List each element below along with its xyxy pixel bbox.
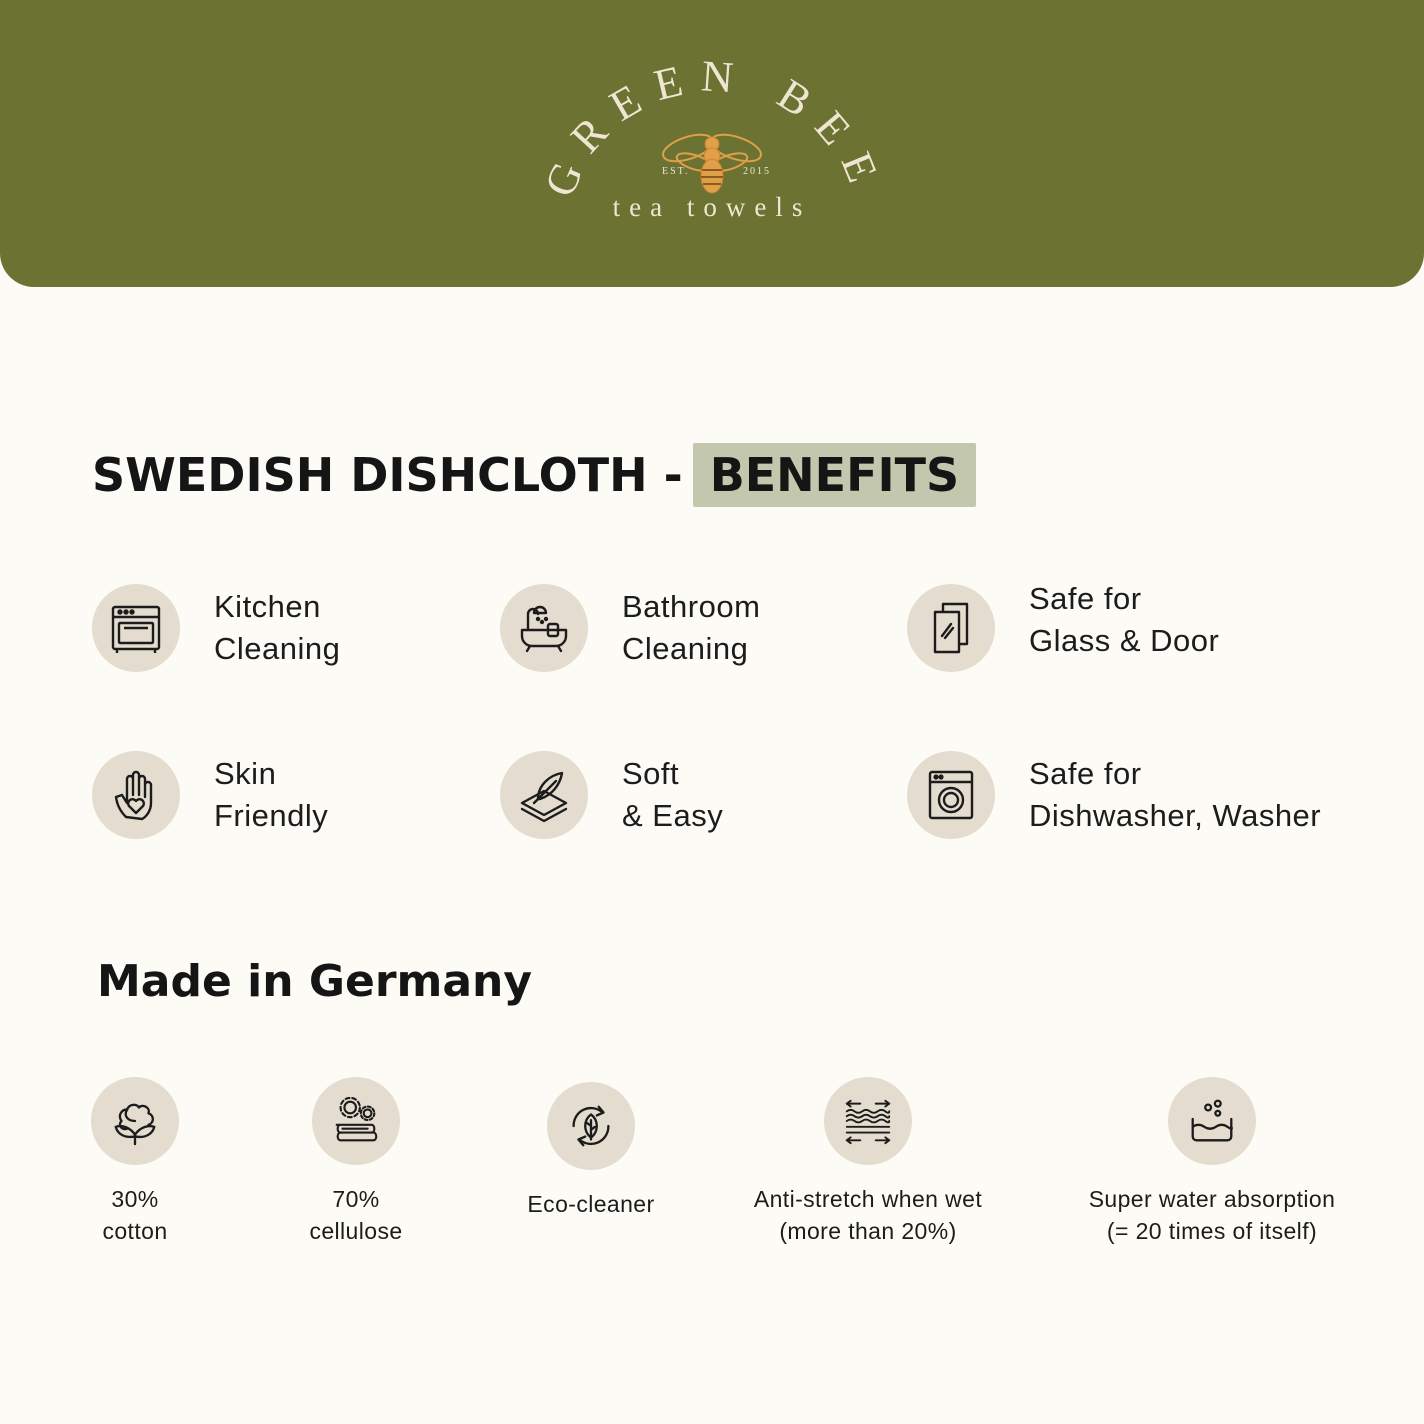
bee-icon [660, 130, 764, 193]
glass-door-icon [907, 584, 995, 672]
feature-anti-stretch [718, 1077, 1018, 1247]
benefit-dishwasher-washer [907, 751, 1321, 839]
brand-name-path: GREEN BE [540, 51, 871, 204]
bathtub-icon [500, 584, 588, 672]
brand-tagline: tea towels [612, 192, 812, 222]
feature-label: Eco-cleaner [527, 1191, 655, 1217]
feature-label: 70% cellulose [309, 1186, 403, 1244]
feature-eco-cleaner [441, 1082, 741, 1220]
benefit-soft-easy [500, 751, 723, 839]
cellulose-gears-icon [312, 1077, 400, 1165]
benefit-glass-door [907, 581, 1220, 672]
hand-heart-icon [92, 751, 180, 839]
cotton-flower-icon [91, 1077, 179, 1165]
benefit-kitchen-cleaning [92, 584, 340, 672]
made-in-heading: Made in Germany [97, 956, 533, 1007]
feather-cloth-icon [500, 751, 588, 839]
oven-icon [92, 584, 180, 672]
benefit-label: Safe for Dishwasher, Washer [1029, 756, 1322, 833]
brand-est-right: 2015 [743, 166, 771, 177]
benefit-label: Soft & Easy [622, 756, 724, 833]
water-bowl-icon [1168, 1077, 1256, 1165]
benefit-skin-friendly [92, 751, 328, 839]
benefit-label: Safe for Glass & Door [1029, 581, 1220, 658]
page-title-text: SWEDISH DISHCLOTH - [92, 448, 683, 502]
benefit-label: Skin Friendly [214, 756, 329, 833]
brand-logo [540, 50, 885, 250]
feature-label: Anti-stretch when wet (more than 20%) [753, 1186, 983, 1244]
benefit-label: Bathroom Cleaning [622, 589, 761, 666]
feature-label: Super water absorption (= 20 times of itself) [1088, 1186, 1336, 1244]
eco-leaf-recycle-icon [547, 1082, 635, 1170]
page-title [92, 443, 976, 507]
feature-label: 30% cotton [102, 1186, 168, 1244]
benefits-badge: BENEFITS [693, 443, 976, 507]
brand-est-left: EST. [662, 166, 690, 177]
brand-logo-graphic [540, 50, 885, 250]
benefit-label: Kitchen Cleaning [214, 589, 341, 666]
header-band [0, 0, 1424, 287]
benefit-bathroom-cleaning [500, 584, 760, 672]
feature-water-absorption [1062, 1077, 1362, 1247]
anti-stretch-icon [824, 1077, 912, 1165]
washing-machine-icon [907, 751, 995, 839]
